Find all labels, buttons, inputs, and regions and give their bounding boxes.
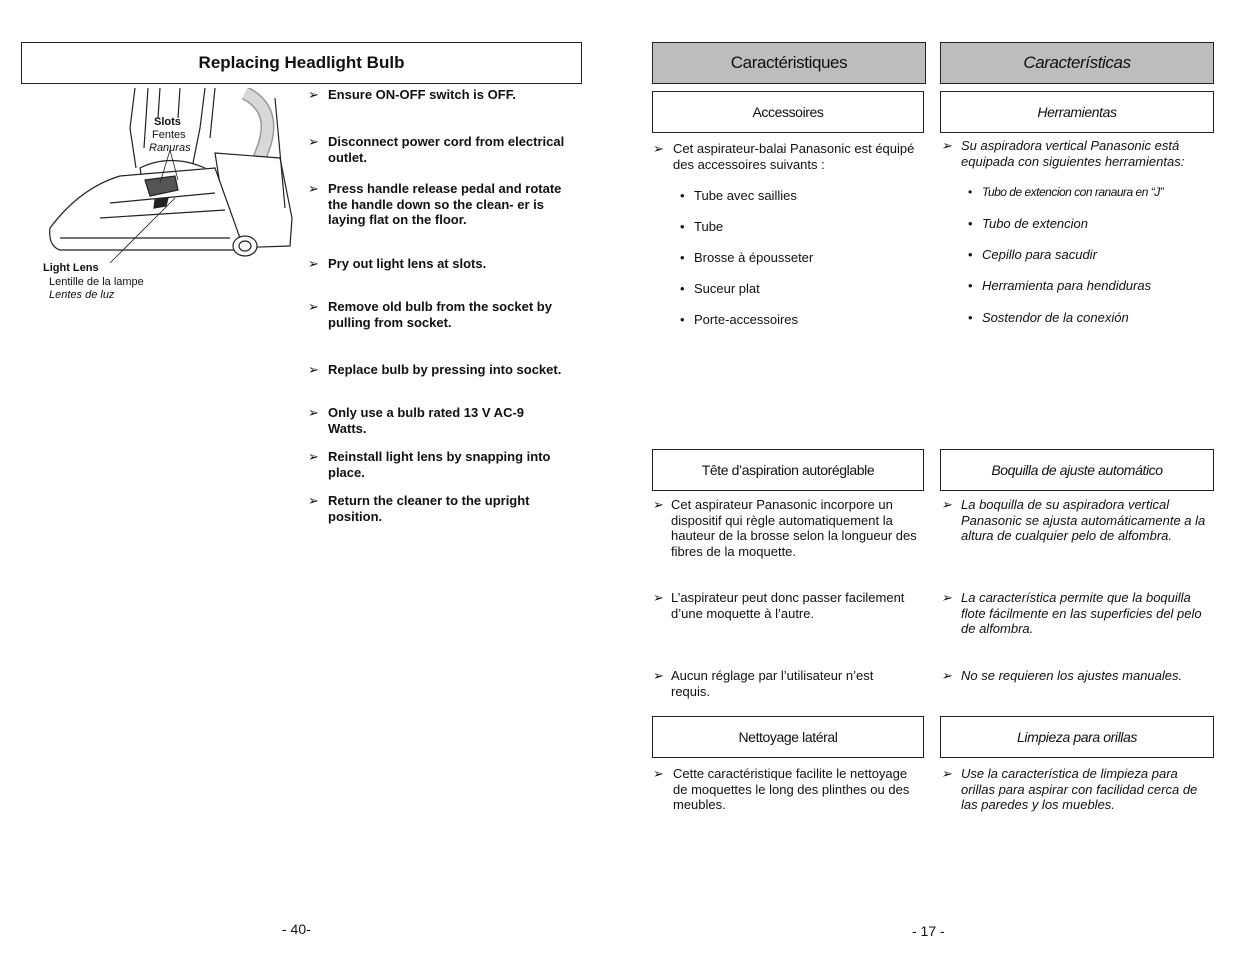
spanish-auto-para-2: ➢ La característica permite que la boquilla flote fácilmente en las superficies del pelo de alfombra. [941,590,1213,637]
step-5: ➢ Remove old bulb from the socket by pulling from socket. [308,299,583,330]
french-auto-box [652,449,924,491]
french-auto-para-1: ➢ Cet aspirateur Panasonic incorpore un dispositif qui règle automatiquement la hauteur de la brosse selon la longueur des fibres de la moquette. [653,497,928,559]
spanish-edge-para: ➢ Use la característica de limpieza para orillas para aspirar con facilidad cerca de las paredes y los muebles. [941,766,1206,813]
step-1: ➢ Ensure ON-OFF switch is OFF. [308,87,583,103]
french-header [652,42,926,84]
spanish-auto-para-3: ➢ No se requieren los ajustes manuales. [941,668,1213,684]
spanish-auto-box [940,449,1214,491]
vacuum-illustration [40,88,302,263]
french-accessory-3: • Brosse à épousseter [680,250,813,266]
french-auto-title: Tête d’aspiration autoréglable [701,462,875,478]
french-accessory-5: • Porte-accessoires [680,312,798,328]
page-number-right: - 17 - [912,923,945,939]
spanish-header-text: Características [1023,53,1131,72]
spanish-tools-intro: ➢ Su aspiradora vertical Panasonic está equipada con siguientes herramientas: [941,138,1213,169]
light-lens-label: Light Lens [43,262,99,274]
step-8: ➢ Reinstall light lens by snapping into place. [308,449,583,480]
spanish-edge-box [940,716,1214,758]
french-accessory-1: • Tube avec saillies [680,188,797,204]
french-edge-box [652,716,924,758]
french-header-text: Caractéristiques [730,53,848,72]
spanish-edge-title: Limpieza para orillas [1017,729,1137,745]
slots-label-es: Ranuras [149,142,191,154]
step-4: ➢ Pry out light lens at slots. [308,256,583,272]
french-auto-para-2: ➢ L’aspirateur peut donc passer facilement d’une moquette à l’autre. [653,590,928,621]
spanish-tool-1: • Tubo de extencion con ranaura en “J” [968,185,1163,201]
page-number-left: - 40- [282,921,311,937]
french-accessories-intro: ➢ Cet aspirateur-balai Panasonic est équipé des accessoires suivants : [653,141,928,172]
spanish-header [940,42,1214,84]
step-3: ➢ Press handle release pedal and rotate the handle down so the clean- er is laying flat on the floor. [308,181,583,228]
step-6: ➢ Replace bulb by pressing into socket. [308,362,593,378]
step-7: ➢ Only use a bulb rated 13 V AC-9 Watts. [308,405,558,436]
spanish-tool-4: • Herramienta para hendiduras [968,278,1151,294]
spanish-tools-box [940,91,1214,133]
step-9: ➢ Return the cleaner to the upright position. [308,493,568,524]
step-2: ➢ Disconnect power cord from electrical outlet. [308,134,588,165]
spanish-tool-5: • Sostendor de la conexión [968,310,1129,326]
page-title: Replacing Headlight Bulb [198,53,405,72]
french-accessories-box [652,91,924,133]
spanish-tools-title: Herramientas [1037,104,1117,120]
slots-label-fr: Fentes [152,129,186,141]
french-accessory-4: • Suceur plat [680,281,760,297]
headlight-title-box [21,42,582,84]
french-accessories-title: Accessoires [752,104,824,120]
slots-label: Slots [154,116,181,128]
spanish-auto-title: Boquilla de ajuste automático [991,462,1163,478]
light-lens-label-fr: Lentille de la lampe [49,276,144,288]
french-edge-title: Nettoyage latéral [738,729,838,745]
french-accessory-2: • Tube [680,219,723,235]
french-auto-para-3: ➢ Aucun réglage par l’utilisateur n’est requis. [653,668,903,699]
spanish-tool-2: • Tubo de extencion [968,216,1088,232]
light-lens-label-es: Lentes de luz [49,289,115,301]
spanish-tool-3: • Cepillo para sacudir [968,247,1097,263]
french-edge-para: ➢ Cette caractéristique facilite le nettoyage de moquettes le long des plinthes ou des meubles. [653,766,913,813]
spanish-auto-para-1: ➢ La boquilla de su aspiradora vertical Panasonic se ajusta automáticamente a la altura de cualquier pelo de alfombra. [941,497,1213,544]
